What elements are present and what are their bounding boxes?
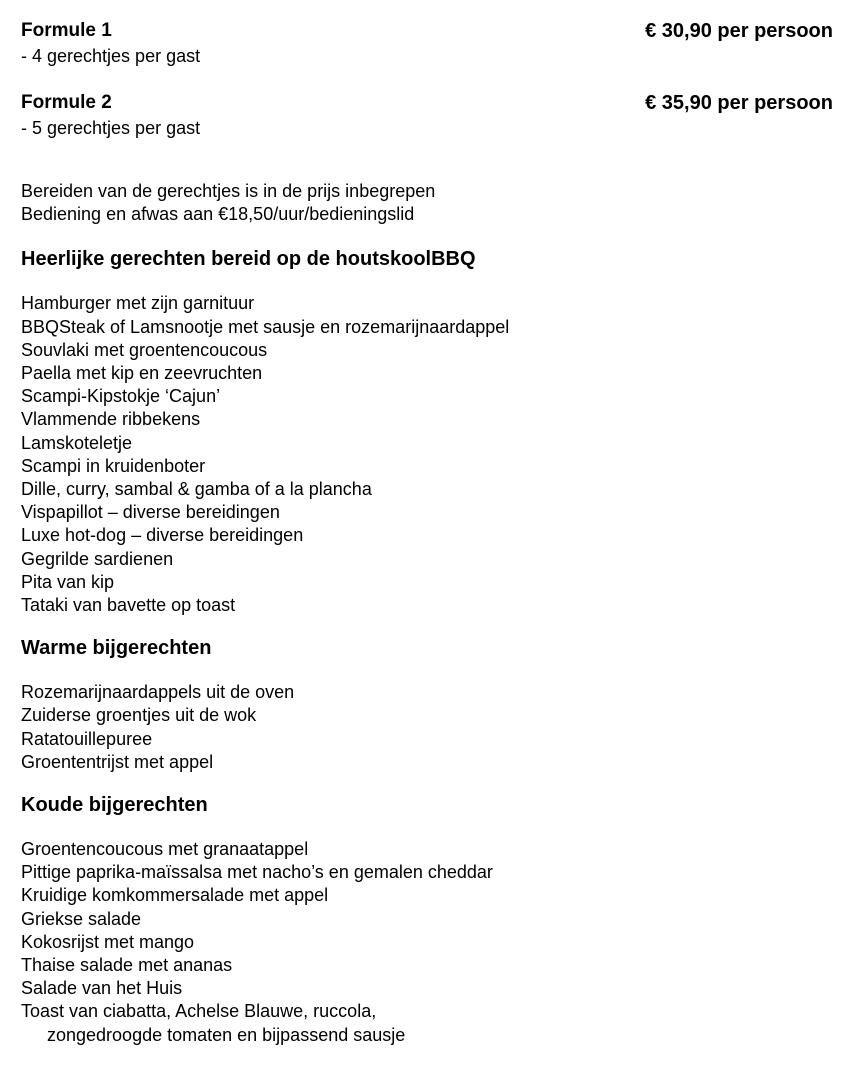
info-line: Bediening en afwas aan €18,50/uur/bedieningslid — [21, 204, 415, 225]
list-item: Groententrijst met appel — [21, 751, 214, 772]
formule-title: Formule 1 — [21, 20, 112, 41]
formule-price: € 35,90 per persoon — [645, 92, 833, 114]
list-item: Luxe hot-dog – diverse bereidingen — [21, 525, 304, 546]
menu-document — [21, 18, 833, 1047]
list-item: Vlammende ribbekens — [21, 409, 201, 430]
list-item: Pita van kip — [21, 571, 115, 592]
list-item: Gegrilde sardienen — [21, 548, 174, 569]
list-item: Scampi in kruidenboter — [21, 455, 206, 476]
list-item: BBQSteak of Lamsnootje met sausje en rozemarijnaardappel — [21, 316, 510, 337]
list-item: Zuiderse groentjes uit de wok — [21, 705, 257, 726]
formule-description: - 5 gerechtjes per gast — [21, 118, 201, 138]
formule-1 — [21, 18, 833, 90]
warm-side-list — [21, 681, 833, 774]
cold-side-list — [21, 838, 833, 1047]
section-title-bbq: Heerlijke gerechten bereid op de houtskoolBBQ — [21, 248, 476, 271]
list-item: Hamburger met zijn garnituur — [21, 293, 255, 314]
list-item: Vispapillot – diverse bereidingen — [21, 502, 280, 523]
list-item: Griekse salade — [21, 908, 142, 929]
list-item: Tataki van bavette op toast — [21, 595, 236, 616]
list-item: Pittige paprika-maïssalsa met nacho’s en gemalen cheddar — [21, 862, 493, 883]
bbq-dish-list — [21, 292, 833, 617]
list-item: Rozemarijnaardappels uit de oven — [21, 682, 295, 703]
list-item: Scampi-Kipstokje ‘Cajun’ — [21, 386, 221, 407]
list-item: Toast van ciabatta, Achelse Blauwe, ruccola, — [21, 1001, 377, 1022]
formule-description: - 4 gerechtjes per gast — [21, 46, 201, 66]
info-block — [21, 180, 833, 226]
info-line: Bereiden van de gerechtjes is in de prijs inbegrepen — [21, 181, 436, 201]
list-item: Kruidige komkommersalade met appel — [21, 885, 329, 906]
list-item: Groentencoucous met granaatappel — [21, 839, 309, 860]
list-item: Kokosrijst met mango — [21, 931, 195, 952]
list-item: Ratatouillepuree — [21, 728, 153, 749]
section-title-cold: Koude bijgerechten — [21, 794, 208, 817]
formule-title: Formule 2 — [21, 92, 112, 113]
section-title-warm: Warme bijgerechten — [21, 637, 212, 660]
list-item: Dille, curry, sambal & gamba of a la plancha — [21, 479, 372, 500]
list-item: Thaise salade met ananas — [21, 955, 233, 976]
list-item-continuation: zongedroogde tomaten en bijpassend sausje — [47, 1024, 406, 1045]
formule-2 — [21, 90, 833, 162]
list-item: Lamskoteletje — [21, 432, 133, 453]
list-item: Souvlaki met groentencoucous — [21, 339, 268, 360]
list-item: Paella met kip en zeevruchten — [21, 363, 263, 384]
formule-price: € 30,90 per persoon — [645, 20, 833, 42]
list-item: Salade van het Huis — [21, 978, 183, 999]
